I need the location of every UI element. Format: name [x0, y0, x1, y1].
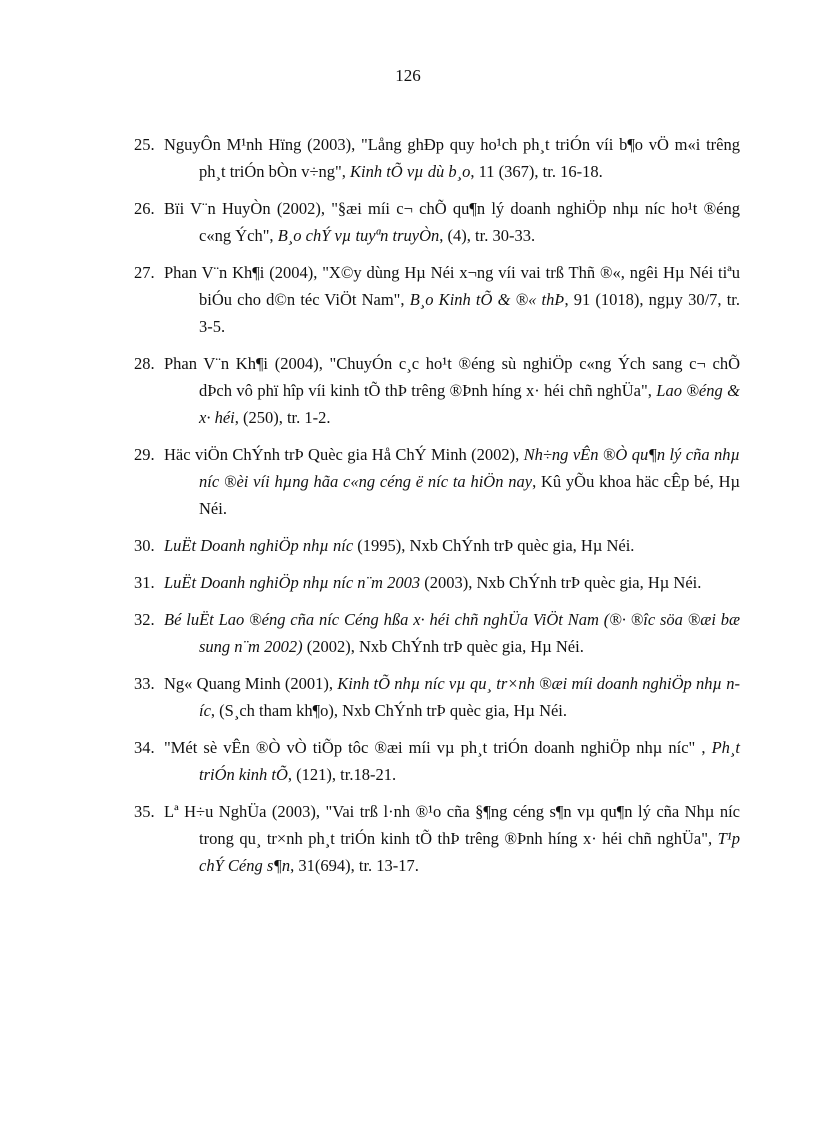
reference-details: , 11 (367), tr. 16-18.: [470, 162, 603, 181]
reference-details: , (S¸ch tham kh¶o), Nxb ChÝnh trÞ quèc gia, Hµ Néi.: [210, 701, 568, 720]
reference-source: Kinh tÕ nhµ níc vµ qu¸ tr×nh ®æi míi doanh nghiÖp nhµ níc: [199, 674, 741, 720]
reference-text: NguyÔn M¹nh Hïng (2003), "Lång ghÐp quy ho¹ch ph¸t triÓn víi b¶o vÖ m«i trêng ph¸t triÓn bÒn v÷ng",: [164, 135, 740, 181]
reference-list: [134, 131, 740, 889]
reference-source: Nh÷ng vÊn ®Ò qu¶n lý cña nhµ níc ®èi víi hµng hãa c«ng céng ë níc ta hiÖn nay: [199, 445, 740, 491]
reference-number: 27.: [134, 263, 155, 282]
reference-details: (2002), Nxb ChÝnh trÞ quèc gia, Hµ Néi.: [302, 637, 584, 656]
reference-text: "Mét sè vÊn ®Ò vÒ tiÕp tôc ®æi míi vµ ph¸t triÓn doanh nghiÖp nhµ níc" ,: [164, 738, 712, 757]
reference-text: Phan V¨n Kh¶i (2004), "ChuyÓn c¸c ho¹t ®éng sù nghiÖp c«ng Ých sang c¬ chÕ dÞch vô phï hîp víi kinh tÕ thÞ trêng ®Þnh híng x· héi chñ nghÜa",: [164, 354, 740, 400]
reference-number: 26.: [134, 199, 155, 218]
reference-text: Lª H÷u NghÜa (2003), "Vai trß l·nh ®¹o cña §¶ng céng s¶n vµ qu¶n lý cña Nhµ níc trong qu¸ tr×nh ph¸t triÓn kinh tÕ thÞ trêng ®Þnh híng x· héi chñ nghÜa",: [164, 802, 740, 848]
reference-item: [134, 532, 740, 559]
reference-source: Kinh tÕ vµ dù b¸o: [350, 162, 471, 181]
reference-number: 34.: [134, 738, 155, 757]
reference-source: Bé luËt Lao ®éng cña níc Céng hßa x· héi chñ nghÜa ViÖt Nam (®· ®îc söa ®æi bæ sung n¨m 2002): [164, 610, 740, 656]
reference-item: [134, 441, 740, 522]
reference-source: B¸o chÝ vµ tuyªn truyÒn: [277, 226, 440, 245]
reference-source: Ph¸t triÓn kinh tÕ: [199, 738, 740, 784]
reference-item: [134, 131, 740, 185]
reference-text: Bïi V¨n HuyÒn (2002), "§æi míi c¬ chÕ qu¶n lý doanh nghiÖp nhµ níc ho¹t ®éng c«ng Ých",: [164, 199, 740, 245]
reference-number: 33.: [134, 674, 155, 693]
reference-number: 32.: [134, 610, 155, 629]
reference-item: [134, 798, 740, 879]
reference-number: 30.: [134, 536, 155, 555]
reference-details: (2003), Nxb ChÝnh trÞ quèc gia, Hµ Néi.: [420, 573, 702, 592]
reference-source: LuËt Doanh nghiÖp nhµ níc n¨m 2003: [164, 573, 421, 592]
reference-item: [134, 734, 740, 788]
reference-item: [134, 195, 740, 249]
reference-item: [134, 606, 740, 660]
reference-number: 31.: [134, 573, 155, 592]
reference-number: 28.: [134, 354, 155, 373]
reference-source: Lao ®éng & x· héi: [199, 381, 740, 427]
reference-item: [134, 569, 740, 596]
reference-details: (1995), Nxb ChÝnh trÞ quèc gia, Hµ Néi.: [353, 536, 635, 555]
page-number: 126: [395, 66, 421, 85]
reference-text: Ng« Quang Minh (2001),: [164, 674, 338, 693]
reference-details: , (121), tr.18-21.: [287, 765, 397, 784]
reference-item: [134, 259, 740, 340]
reference-item: [134, 670, 740, 724]
reference-number: 35.: [134, 802, 155, 821]
reference-text: Häc viÖn ChÝnh trÞ Quèc gia Hå ChÝ Minh (2002),: [164, 445, 524, 464]
reference-source: B¸o Kinh tÕ & ®« thÞ: [409, 290, 565, 309]
reference-details: , Kû yÕu khoa häc cÊp bé, Hµ Néi.: [199, 472, 741, 518]
reference-number: 25.: [134, 135, 155, 154]
reference-details: , 31(694), tr. 13-17.: [290, 856, 419, 875]
reference-text: Phan V¨n Kh¶i (2004), "X©y dùng Hµ Néi x¬ng víi vai trß Thñ ®«, ngêi Hµ Néi tiªu biÓu cho d©n téc ViÖt Nam",: [164, 263, 740, 309]
reference-item: [134, 350, 740, 431]
reference-source: LuËt Doanh nghiÖp nhµ níc: [164, 536, 354, 555]
reference-details: , (250), tr. 1-2.: [234, 408, 331, 427]
reference-details: , 91 (1018), ngµy 30/7, tr. 3-5.: [199, 290, 740, 336]
reference-details: , (4), tr. 30-33.: [439, 226, 536, 245]
reference-source: T¹p chÝ Céng s¶n: [199, 829, 740, 875]
reference-number: 29.: [134, 445, 155, 464]
